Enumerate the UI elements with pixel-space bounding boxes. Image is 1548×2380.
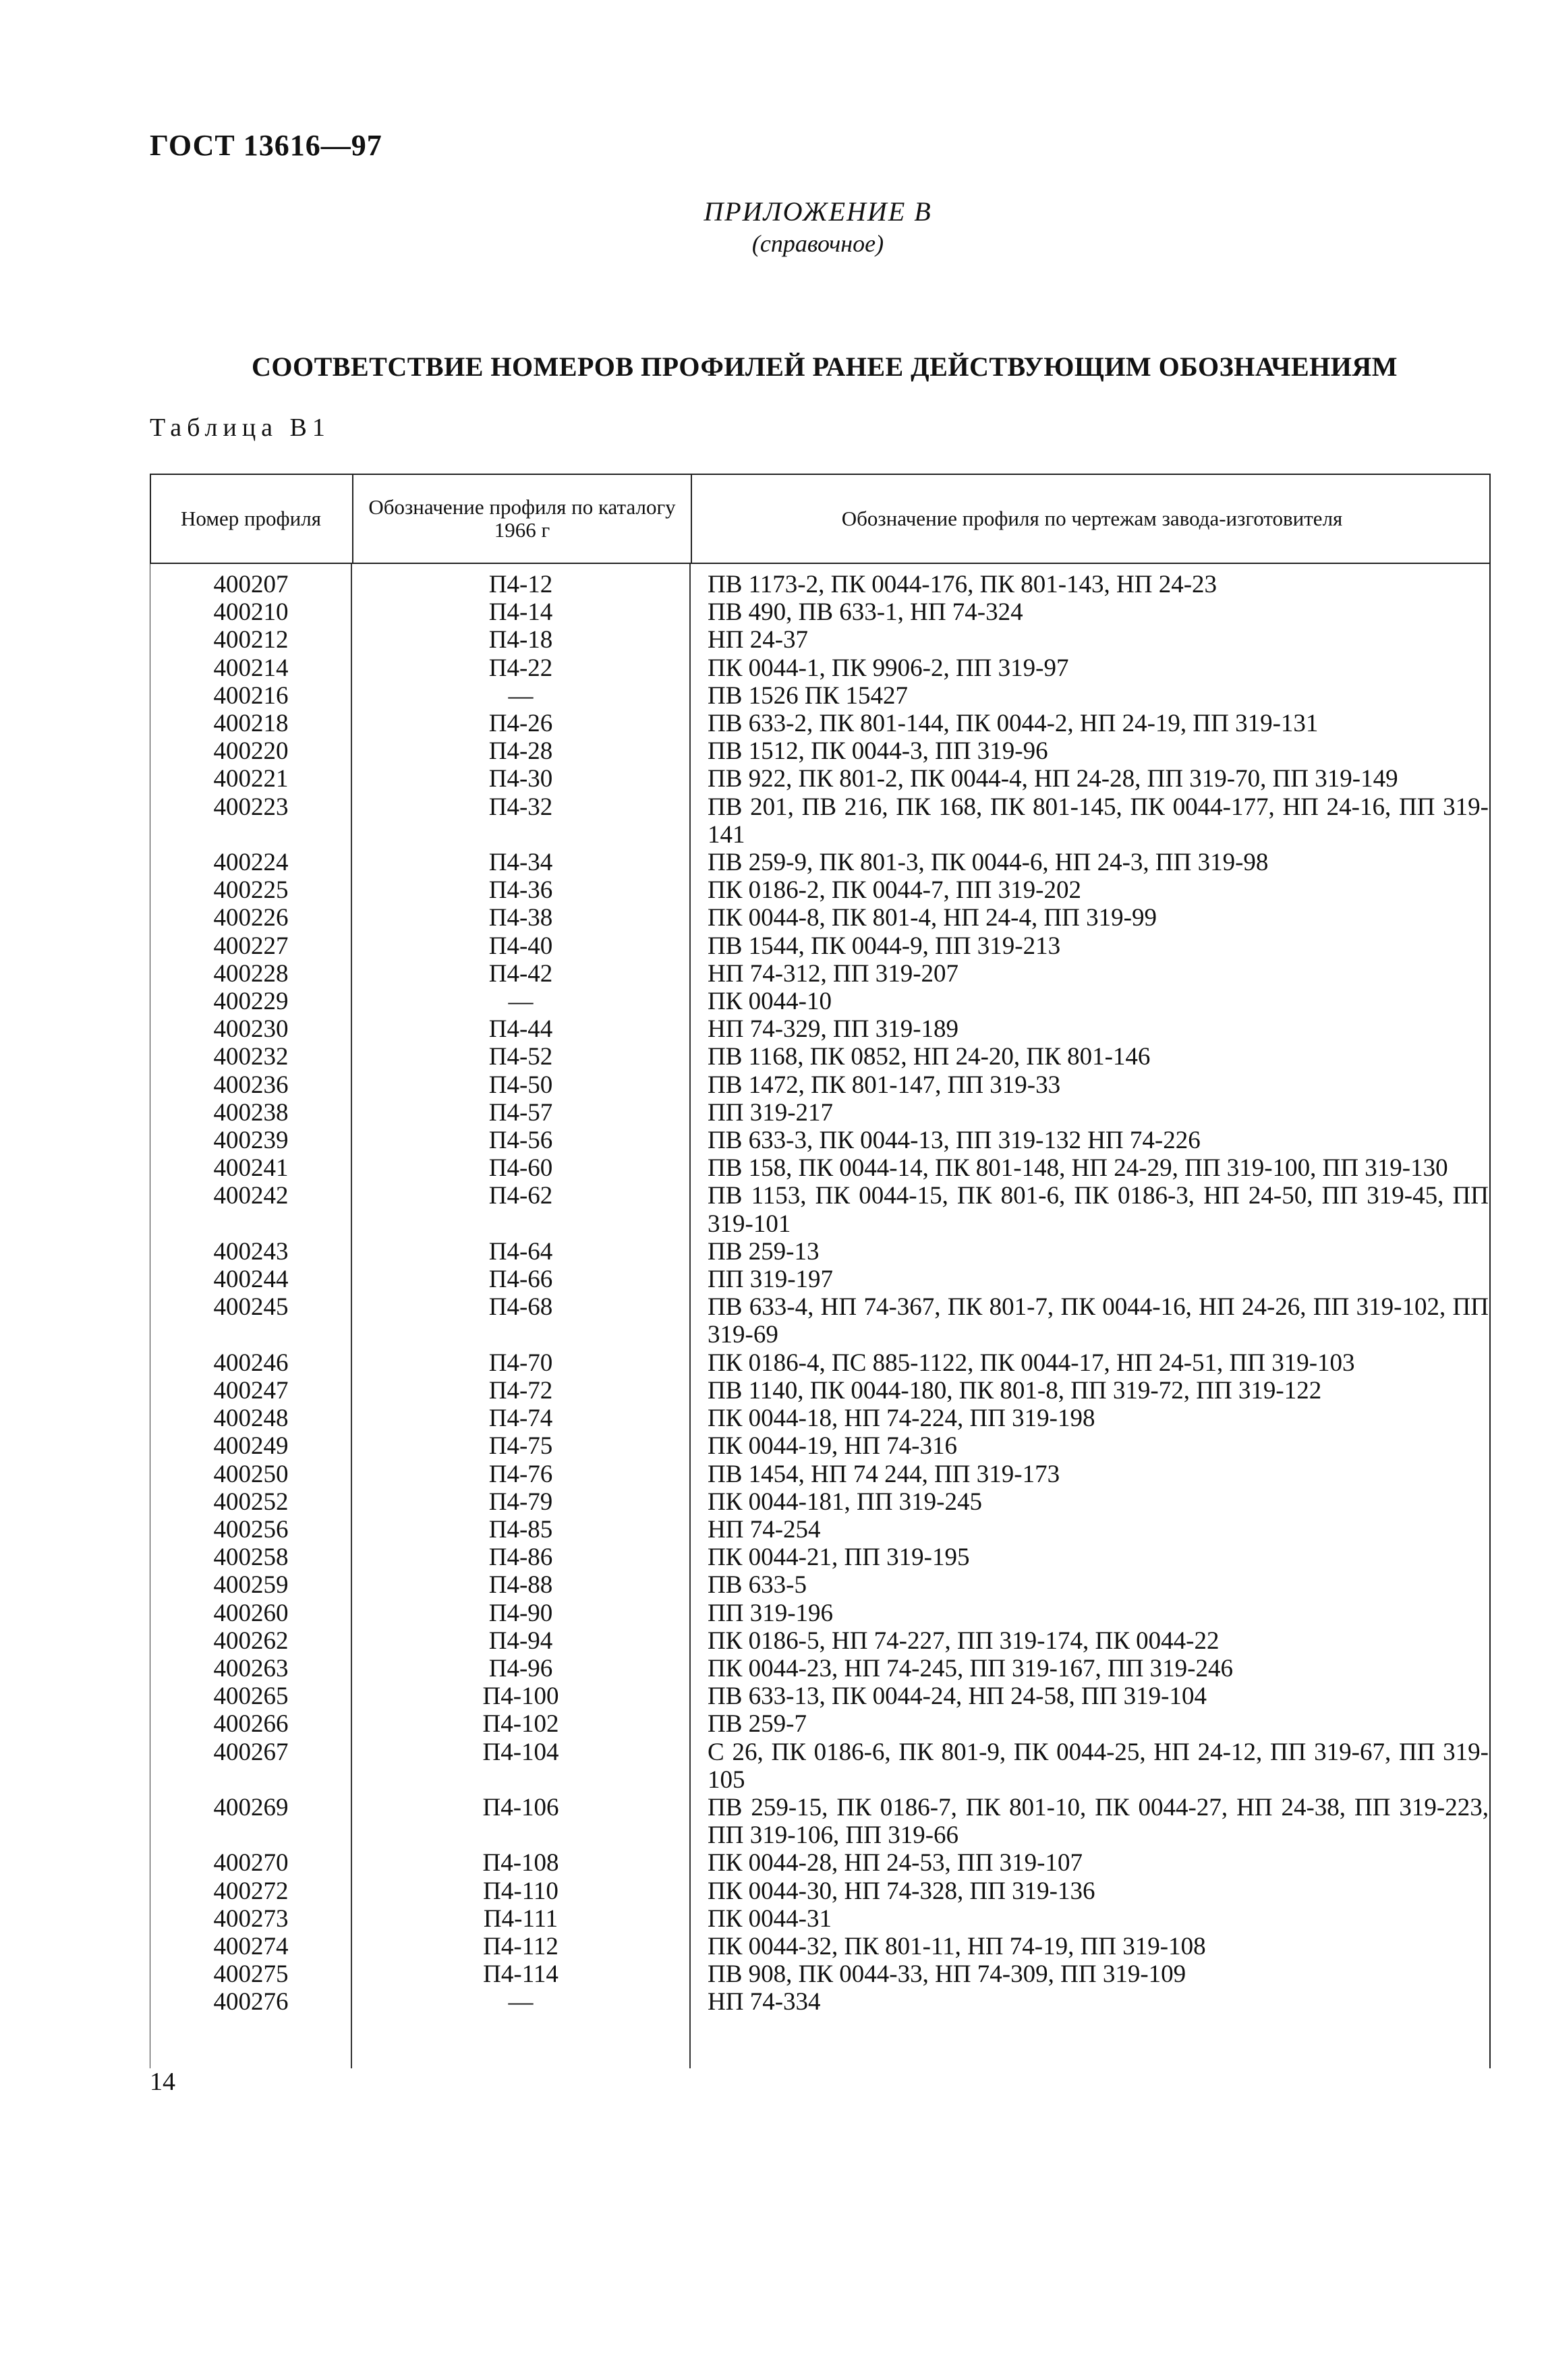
table-row (150, 1682, 1489, 1710)
catalog-designation-cell: П4-112 (483, 1932, 558, 1960)
catalog-designation-cell: П4-102 (482, 1710, 559, 1738)
table-row (150, 1627, 1489, 1655)
plant-designation-cell: ПК 0186-2, ПК 0044-7, ПП 319-202 (708, 876, 1081, 905)
plant-designation-cell: ПВ 1472, ПК 801-147, ПП 319-33 (708, 1071, 1061, 1099)
catalog-designation-cell: П4-111 (483, 1904, 558, 1933)
plant-designation-cell: ПК 0044-31 (708, 1904, 832, 1933)
appendix-subtitle: (справочное) (751, 230, 884, 257)
table-row (150, 571, 1489, 598)
table-row (150, 1516, 1489, 1543)
profile-number-cell: 400276 (213, 1988, 289, 2016)
profile-number-cell: 400224 (213, 849, 289, 877)
catalog-designation-cell: — (508, 681, 534, 710)
table-row (150, 654, 1489, 682)
table-row (150, 1988, 1489, 2016)
catalog-designation-cell: П4-108 (482, 1849, 559, 1877)
plant-designation-cell: ПК 0044-1, ПК 9906-2, ПП 319-97 (708, 654, 1069, 682)
table-row (150, 1154, 1489, 1182)
catalog-designation-cell: П4-30 (488, 765, 553, 793)
profile-number-cell: 400218 (213, 710, 289, 738)
plant-designation-cell: ПК 0044-23, НП 74-245, ПП 319-167, ПП 319-246 (708, 1654, 1234, 1682)
profile-number-cell: 400266 (213, 1710, 289, 1738)
plant-designation-cell: ПК 0044-32, ПК 801-11, НП 74-19, ПП 319-108 (708, 1932, 1206, 1960)
plant-designation-cell: ПВ 633-2, ПК 801-144, ПК 0044-2, НП 24-19, ПП 319-131 (708, 710, 1319, 738)
plant-designation-cell: ПК 0044-19, НП 74-316 (708, 1432, 957, 1461)
plant-designation-cell: ПВ 1512, ПК 0044-3, ПП 319-96 (708, 737, 1048, 766)
plant-designation-cell: ПВ 1168, ПК 0852, НП 24-20, ПК 801-146 (708, 1043, 1151, 1071)
catalog-designation-cell: П4-32 (488, 793, 553, 821)
appendix-title: ПРИЛОЖЕНИЕ В (704, 196, 932, 227)
plant-designation-cell: ПВ 1140, ПК 0044-180, ПК 801-8, ПП 319-72, ПП 319-122 (708, 1376, 1322, 1405)
plant-designation-cell: ПВ 259-15, ПК 0186-7, ПК 801-10, ПК 0044-27, НП 24-38, ПП 319-223, ПП 319-106, ПП 319-66 (708, 1793, 1489, 1850)
correspondence-table (150, 474, 1491, 2068)
plant-designation-cell: ПВ 201, ПВ 216, ПК 168, ПК 801-145, ПК 0044-177, НП 24-16, ПП 319-141 (708, 793, 1489, 849)
table-row (150, 988, 1489, 1015)
table-row (150, 1405, 1489, 1432)
plant-designation-cell: ПВ 259-7 (708, 1710, 807, 1738)
profile-number-cell: 400265 (213, 1682, 289, 1711)
catalog-designation-cell: П4-66 (488, 1266, 553, 1294)
profile-number-cell: 400260 (213, 1599, 289, 1627)
profile-number-cell: 400272 (213, 1877, 289, 1905)
table-row (150, 1043, 1489, 1071)
section-heading: СООТВЕТСТВИЕ НОМЕРОВ ПРОФИЛЕЙ РАНЕЕ ДЕЙСТВУЮЩИМ ОБОЗНАЧЕНИЯМ (252, 351, 1398, 382)
plant-designation-cell: ПВ 158, ПК 0044-14, ПК 801-148, НП 24-29, ПП 319-100, ПП 319-130 (708, 1154, 1448, 1183)
catalog-designation-cell: П4-38 (488, 904, 553, 932)
profile-number-cell: 400258 (213, 1543, 289, 1572)
profile-number-cell: 400232 (213, 1043, 289, 1071)
plant-designation-cell: ПВ 259-13 (708, 1237, 820, 1266)
catalog-designation-cell: П4-28 (488, 737, 553, 766)
plant-designation-cell: ПВ 633-13, ПК 0044-24, НП 24-58, ПП 319-104 (708, 1682, 1207, 1711)
catalog-designation-cell: П4-94 (488, 1626, 553, 1655)
catalog-designation-cell: П4-90 (488, 1599, 553, 1627)
table-row (150, 1127, 1489, 1154)
table-row (150, 1377, 1489, 1405)
table-row (150, 960, 1489, 988)
table-row (150, 1461, 1489, 1488)
table-rows (150, 564, 1489, 2016)
catalog-designation-cell: П4-106 (482, 1793, 559, 1821)
catalog-designation-cell: П4-56 (488, 1127, 553, 1155)
catalog-designation-cell: П4-40 (488, 932, 553, 960)
table-row (150, 1182, 1489, 1237)
plant-designation-cell: ПВ 633-4, НП 74-367, ПК 801-7, ПК 0044-16, НП 24-26, ПП 319-102, ПП 319-69 (708, 1293, 1489, 1349)
catalog-designation-cell: П4-70 (488, 1349, 553, 1377)
profile-number-cell: 400220 (213, 737, 289, 766)
profile-number-cell: 400246 (213, 1349, 289, 1377)
profile-number-cell: 400226 (213, 904, 289, 932)
plant-designation-cell: ПК 0186-5, НП 74-227, ПП 319-174, ПК 0044-22 (708, 1626, 1220, 1655)
table-row (150, 598, 1489, 626)
plant-designation-cell: ПВ 633-5 (708, 1571, 807, 1599)
catalog-designation-cell: П4-72 (488, 1376, 553, 1405)
catalog-designation-cell: П4-74 (488, 1405, 553, 1433)
profile-number-cell: 400267 (213, 1738, 289, 1766)
catalog-designation-cell: П4-88 (488, 1571, 553, 1599)
table-row (150, 1543, 1489, 1571)
profile-number-cell: 400229 (213, 988, 289, 1016)
catalog-designation-cell: П4-57 (488, 1098, 553, 1127)
table-row (150, 626, 1489, 654)
plant-designation-cell: ПП 319-217 (708, 1098, 834, 1127)
plant-designation-cell: ПК 0044-18, НП 74-224, ПП 319-198 (708, 1405, 1095, 1433)
catalog-designation-cell: П4-42 (488, 959, 553, 988)
profile-number-cell: 400212 (213, 626, 289, 654)
column-header-profile-number: Номер профиля (181, 507, 321, 530)
plant-designation-cell: С 26, ПК 0186-6, ПК 801-9, ПК 0044-25, НП 24-12, ПП 319-67, ПП 319-105 (708, 1738, 1489, 1794)
plant-designation-cell: НП 24-37 (708, 626, 809, 654)
profile-number-cell: 400223 (213, 793, 289, 821)
table-body (150, 564, 1491, 2068)
profile-number-cell: 400214 (213, 654, 289, 682)
plant-designation-cell: ПВ 1173-2, ПК 0044-176, ПК 801-143, НП 24-23 (708, 571, 1217, 598)
table-row (150, 793, 1489, 849)
profile-number-cell: 400270 (213, 1849, 289, 1877)
plant-designation-cell: ПК 0044-8, ПК 801-4, НП 24-4, ПП 319-99 (708, 904, 1157, 932)
catalog-designation-cell: П4-14 (488, 598, 553, 627)
table-row (150, 1877, 1489, 1905)
table-row (150, 1599, 1489, 1627)
table-row (150, 904, 1489, 932)
catalog-designation-cell: П4-75 (488, 1432, 553, 1461)
catalog-designation-cell: П4-36 (488, 876, 553, 905)
plant-designation-cell: НП 74-334 (708, 1988, 821, 2016)
table-row (150, 849, 1489, 876)
catalog-designation-cell: П4-100 (482, 1682, 559, 1711)
catalog-designation-cell: П4-34 (488, 849, 553, 877)
profile-number-cell: 400228 (213, 959, 289, 988)
catalog-designation-cell: П4-64 (488, 1237, 553, 1266)
table-row (150, 1432, 1489, 1460)
table-row (150, 1071, 1489, 1099)
catalog-designation-cell: П4-76 (488, 1460, 553, 1488)
profile-number-cell: 400243 (213, 1237, 289, 1266)
column-header-catalog-1966: Обозначение профиля по каталогу 1966 г (352, 475, 691, 563)
profile-number-cell: 400239 (213, 1127, 289, 1155)
catalog-designation-cell: П4-62 (488, 1182, 553, 1210)
catalog-designation-cell: — (508, 988, 534, 1016)
table-row (150, 1849, 1489, 1877)
plant-designation-cell: ПВ 633-3, ПК 0044-13, ПП 319-132 НП 74-226 (708, 1127, 1201, 1155)
profile-number-cell: 400247 (213, 1376, 289, 1405)
profile-number-cell: 400250 (213, 1460, 289, 1488)
plant-designation-cell: ПК 0186-4, ПС 885-1122, ПК 0044-17, НП 24-51, ПП 319-103 (708, 1349, 1355, 1377)
plant-designation-cell: ПВ 1544, ПК 0044-9, ПП 319-213 (708, 932, 1061, 960)
table-row (150, 765, 1489, 793)
plant-designation-cell: ПВ 259-9, ПК 801-3, ПК 0044-6, НП 24-3, ПП 319-98 (708, 849, 1269, 877)
table-row (150, 1266, 1489, 1293)
catalog-designation-cell: П4-85 (488, 1515, 553, 1543)
plant-designation-cell: ПК 0044-30, НП 74-328, ПП 319-136 (708, 1877, 1095, 1905)
profile-number-cell: 400273 (213, 1904, 289, 1933)
plant-designation-cell: ПК 0044-21, ПП 319-195 (708, 1543, 970, 1572)
catalog-designation-cell: П4-60 (488, 1154, 553, 1183)
profile-number-cell: 400263 (213, 1654, 289, 1682)
profile-number-cell: 400241 (213, 1154, 289, 1183)
catalog-designation-cell: П4-18 (488, 626, 553, 654)
catalog-designation-cell: П4-68 (488, 1293, 553, 1322)
profile-number-cell: 400207 (213, 571, 289, 598)
document-code: ГОСТ 13616—97 (150, 129, 382, 162)
table-row (150, 932, 1489, 960)
profile-number-cell: 400236 (213, 1071, 289, 1099)
table-row (150, 1738, 1489, 1794)
table-row (150, 1015, 1489, 1043)
table-row (150, 876, 1489, 904)
profile-number-cell: 400210 (213, 598, 289, 627)
table-row (150, 737, 1489, 765)
table-row (150, 1488, 1489, 1516)
profile-number-cell: 400221 (213, 765, 289, 793)
catalog-designation-cell: П4-52 (488, 1043, 553, 1071)
plant-designation-cell: НП 74-329, ПП 319-189 (708, 1015, 959, 1044)
table-row (150, 1794, 1489, 1849)
plant-designation-cell: ПК 0044-10 (708, 988, 832, 1016)
plant-designation-cell: ПК 0044-28, НП 24-53, ПП 319-107 (708, 1849, 1083, 1877)
table-header (150, 474, 1491, 564)
plant-designation-cell: ПК 0044-181, ПП 319-245 (708, 1488, 982, 1516)
profile-number-cell: 400252 (213, 1488, 289, 1516)
plant-designation-cell: НП 74-254 (708, 1515, 821, 1543)
table-label: Таблица В1 (150, 414, 331, 442)
profile-number-cell: 400262 (213, 1626, 289, 1655)
column-header-plant-drawings: Обозначение профиля по чертежам завода-изготовителя (691, 475, 1492, 563)
profile-number-cell: 400269 (213, 1793, 289, 1821)
profile-number-cell: 400256 (213, 1515, 289, 1543)
profile-number-cell: 400216 (213, 681, 289, 710)
catalog-designation-cell: П4-44 (488, 1015, 553, 1044)
plant-designation-cell: НП 74-312, ПП 319-207 (708, 959, 959, 988)
profile-number-cell: 400238 (213, 1098, 289, 1127)
catalog-designation-cell: П4-26 (488, 710, 553, 738)
profile-number-cell: 400275 (213, 1960, 289, 1989)
profile-number-cell: 400227 (213, 932, 289, 960)
plant-designation-cell: ПВ 908, ПК 0044-33, НП 74-309, ПП 319-109 (708, 1960, 1186, 1989)
table-row (150, 710, 1489, 737)
plant-designation-cell: ПП 319-196 (708, 1599, 834, 1627)
catalog-designation-cell: П4-86 (488, 1543, 553, 1572)
catalog-designation-cell: П4-12 (488, 571, 553, 598)
table-row (150, 1293, 1489, 1349)
table-row (150, 1905, 1489, 1933)
profile-number-cell: 400245 (213, 1293, 289, 1322)
table-row (150, 1349, 1489, 1377)
catalog-designation-cell: П4-96 (488, 1654, 553, 1682)
profile-number-cell: 400242 (213, 1182, 289, 1210)
catalog-designation-cell: — (508, 1988, 534, 2016)
table-row (150, 1710, 1489, 1738)
table-row (150, 1571, 1489, 1599)
table-row (150, 1655, 1489, 1682)
table-row (150, 1960, 1489, 1988)
profile-number-cell: 400249 (213, 1432, 289, 1461)
plant-designation-cell: ПВ 1526 ПК 15427 (708, 681, 909, 710)
table-row (150, 1099, 1489, 1127)
catalog-designation-cell: П4-79 (488, 1488, 553, 1516)
catalog-designation-cell: П4-114 (483, 1960, 558, 1989)
profile-number-cell: 400230 (213, 1015, 289, 1044)
plant-designation-cell: ПВ 922, ПК 801-2, ПК 0044-4, НП 24-28, ПП 319-70, ПП 319-149 (708, 765, 1398, 793)
plant-designation-cell: ПВ 490, ПВ 633-1, НП 74-324 (708, 598, 1023, 627)
table-row (150, 1238, 1489, 1266)
profile-number-cell: 400248 (213, 1405, 289, 1433)
catalog-designation-cell: П4-104 (482, 1738, 559, 1766)
plant-designation-cell: ПВ 1153, ПК 0044-15, ПК 801-6, ПК 0186-3, НП 24-50, ПП 319-45, ПП 319-101 (708, 1182, 1489, 1238)
catalog-designation-cell: П4-50 (488, 1071, 553, 1099)
profile-number-cell: 400244 (213, 1266, 289, 1294)
catalog-designation-cell: П4-22 (488, 654, 553, 682)
profile-number-cell: 400225 (213, 876, 289, 905)
profile-number-cell: 400274 (213, 1932, 289, 1960)
table-row (150, 1933, 1489, 1960)
table-row (150, 682, 1489, 710)
profile-number-cell: 400259 (213, 1571, 289, 1599)
plant-designation-cell: ПП 319-197 (708, 1266, 834, 1294)
plant-designation-cell: ПВ 1454, НП 74 244, ПП 319-173 (708, 1460, 1060, 1488)
page-number: 14 (150, 2068, 175, 2096)
catalog-designation-cell: П4-110 (483, 1877, 558, 1905)
